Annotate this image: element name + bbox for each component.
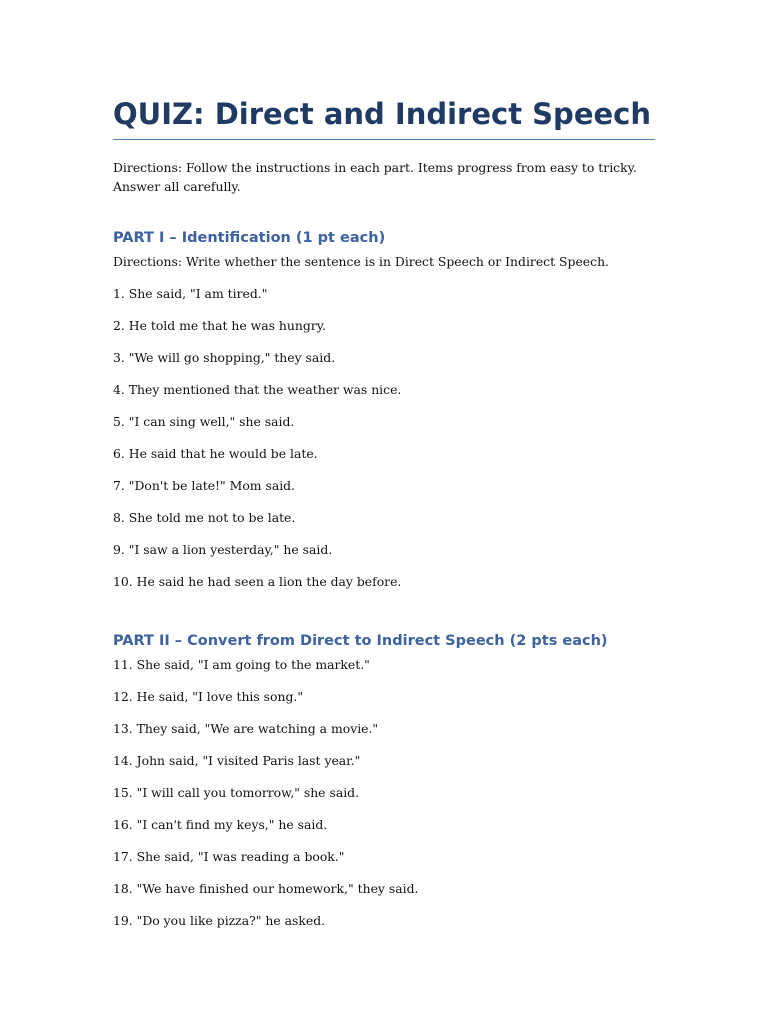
quiz-item: 1. She said, "I am tired." xyxy=(113,286,268,301)
quiz-item: 18. "We have finished our homework," they said. xyxy=(113,881,419,896)
part-1-item-list xyxy=(113,282,655,602)
quiz-item: 4. They mentioned that the weather was nice. xyxy=(113,382,402,397)
quiz-item: 3. "We will go shopping," they said. xyxy=(113,350,336,365)
quiz-item: 14. John said, "I visited Paris last year." xyxy=(113,753,361,768)
quiz-item: 7. "Don't be late!" Mom said. xyxy=(113,478,296,493)
quiz-item: 10. He said he had seen a lion the day before. xyxy=(113,574,402,589)
quiz-item: 11. She said, "I am going to the market." xyxy=(113,657,370,672)
part-2-section xyxy=(113,629,655,941)
quiz-item: 19. "Do you like pizza?" he asked. xyxy=(113,913,326,928)
quiz-item: 17. She said, "I was reading a book." xyxy=(113,849,345,864)
part-2-heading: PART II – Convert from Direct to Indirect Speech (2 pts each) xyxy=(113,633,608,649)
quiz-item: 5. "I can sing well," she said. xyxy=(113,414,295,429)
document-page xyxy=(113,92,655,941)
quiz-item: 2. He told me that he was hungry. xyxy=(113,318,327,333)
quiz-item: 15. "I will call you tomorrow," she said. xyxy=(113,785,360,800)
part-2-item-list xyxy=(113,653,655,941)
quiz-item: 12. He said, "I love this song." xyxy=(113,689,304,704)
part-1-heading: PART I – Identification (1 pt each) xyxy=(113,230,386,246)
intro-directions: Directions: Follow the instructions in each part. Items progress from easy to tricky. Answer all carefully. xyxy=(113,160,637,194)
quiz-item: 8. She told me not to be late. xyxy=(113,510,296,525)
quiz-item: 13. They said, "We are watching a movie." xyxy=(113,721,379,736)
quiz-item: 9. "I saw a lion yesterday," he said. xyxy=(113,542,333,557)
quiz-item: 6. He said that he would be late. xyxy=(113,446,318,461)
part-1-directions: Directions: Write whether the sentence is in Direct Speech or Indirect Speech. xyxy=(113,254,609,269)
document-title: QUIZ: Direct and Indirect Speech xyxy=(113,92,655,140)
quiz-item: 16. "I can't find my keys," he said. xyxy=(113,817,328,832)
part-1-section xyxy=(113,226,655,602)
